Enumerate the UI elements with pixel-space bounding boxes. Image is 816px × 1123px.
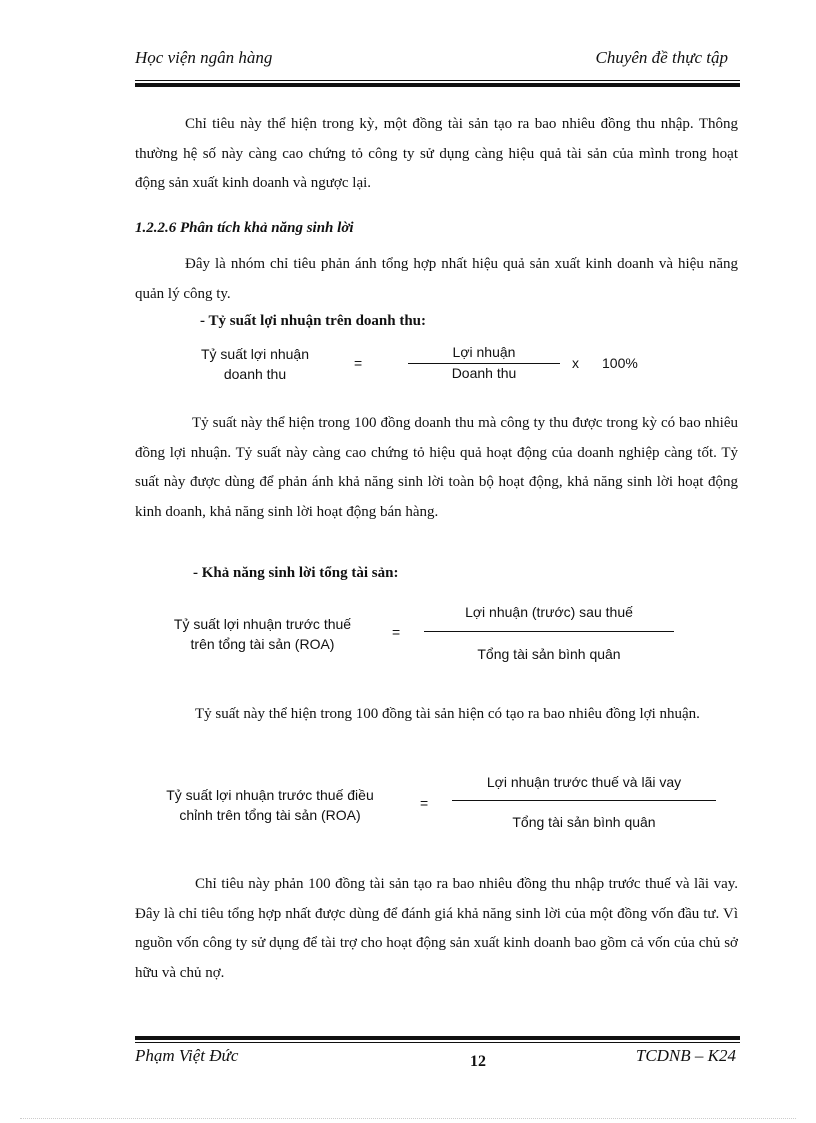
paragraph-3: Tỷ suất này thể hiện trong 100 đồng doanh thu mà công ty thu được trong kỳ có bao nhiêu đồng lợi nhuận. Tỷ suất này càng cao chứng tỏ hiệu quả hoạt động của doanh nghiệp càng tốt. Tỷ suất này được dùng để phản ánh khả năng sinh lời toàn bộ hoạt động, khả năng sinh lời hoạt động kinh doanh, khả năng sinh lời hoạt động bán hàng. [135, 415, 738, 520]
formula3-denominator: Tổng tài sản bình quân [512, 814, 656, 830]
formula3-fraction-bar [452, 800, 716, 801]
page-number: 12 [470, 1053, 486, 1070]
paragraph-1: Chỉ tiêu này thể hiện trong kỳ, một đồng tài sản tạo ra bao nhiêu đồng thu nhập. Thông thường hệ số này càng cao chứng tỏ công ty sử dụng càng hiệu quả tài sản của mình trong hoạt động sản xuất kinh doanh và ngược lại. [135, 116, 738, 191]
formula2-denominator: Tổng tài sản bình quân [477, 646, 621, 662]
formula3-lhs-line2: chỉnh trên tổng tài sản (ROA) [179, 807, 361, 823]
formula1-denominator: Doanh thu [451, 365, 517, 381]
formula1-equals: = [354, 355, 363, 371]
formula2-numerator: Lợi nhuận (trước) sau thuế [465, 604, 633, 620]
paragraph-4: Tỷ suất này thể hiện trong 100 đồng tài sản hiện có tạo ra bao nhiêu đồng lợi nhuận. [195, 706, 700, 722]
formula2-fraction-bar [424, 631, 674, 632]
footer-rule-thin [135, 1042, 740, 1043]
section-heading: 1.2.2.6 Phân tích khả năng sinh lời [135, 220, 354, 236]
subheading-profit-margin: - Tỷ suất lợi nhuận trên doanh thu: [200, 313, 427, 329]
formula1-lhs-line1: Tỷ suất lợi nhuận [200, 346, 309, 362]
paragraph-5: Chỉ tiêu này phản 100 đồng tài sản tạo ra bao nhiêu đồng thu nhập trước thuế và lãi vay. Đây là chỉ tiêu tổng hợp nhất được dùng để đánh giá khả năng sinh lời của một đồng vốn đầu tư. Vì nguồn vốn công ty sử dụng để tài trợ cho hoạt động sản xuất kinh doanh bao gồm cả vốn của chủ sở hữu và chủ nợ. [135, 876, 738, 981]
formula2-lhs-line2: trên tổng tài sản (ROA) [190, 636, 335, 652]
header-right: Chuyên đề thực tập [595, 48, 728, 67]
formula3-lhs-line1: Tỷ suất lợi nhuận trước thuế điều [166, 787, 374, 803]
formula1-times: x [572, 355, 579, 371]
formula1-factor: 100% [602, 355, 638, 371]
formula1-fraction-bar [408, 363, 560, 364]
formula3-equals: = [420, 795, 429, 811]
footer-class: TCDNB – K24 [635, 1046, 736, 1065]
formula3-numerator: Lợi nhuận trước thuế và lãi vay [486, 774, 682, 790]
formula3-lhs [150, 785, 390, 825]
formula1-lhs [175, 344, 335, 384]
header-left: Học viện ngân hàng [135, 48, 273, 67]
formula2-lhs [150, 614, 375, 654]
formula1-numerator: Lợi nhuận [452, 344, 516, 360]
paragraph-2: Đây là nhóm chỉ tiêu phản ánh tổng hợp nhất hiệu quả sản xuất kinh doanh và hiệu năng quản lý công ty. [135, 256, 738, 302]
footer-author: Phạm Việt Đức [135, 1046, 239, 1065]
formula2-equals: = [392, 624, 401, 640]
header-rule-thick [135, 83, 740, 87]
formula1-lhs-line2: doanh thu [223, 366, 287, 382]
footer-rule-thick [135, 1036, 740, 1040]
formula2-lhs-line1: Tỷ suất lợi nhuận trước thuế [173, 616, 352, 632]
subheading-roa: - Khả năng sinh lời tổng tài sản: [193, 565, 399, 581]
page-edge-dotted [20, 1118, 796, 1119]
header-rule-thin [135, 80, 740, 81]
